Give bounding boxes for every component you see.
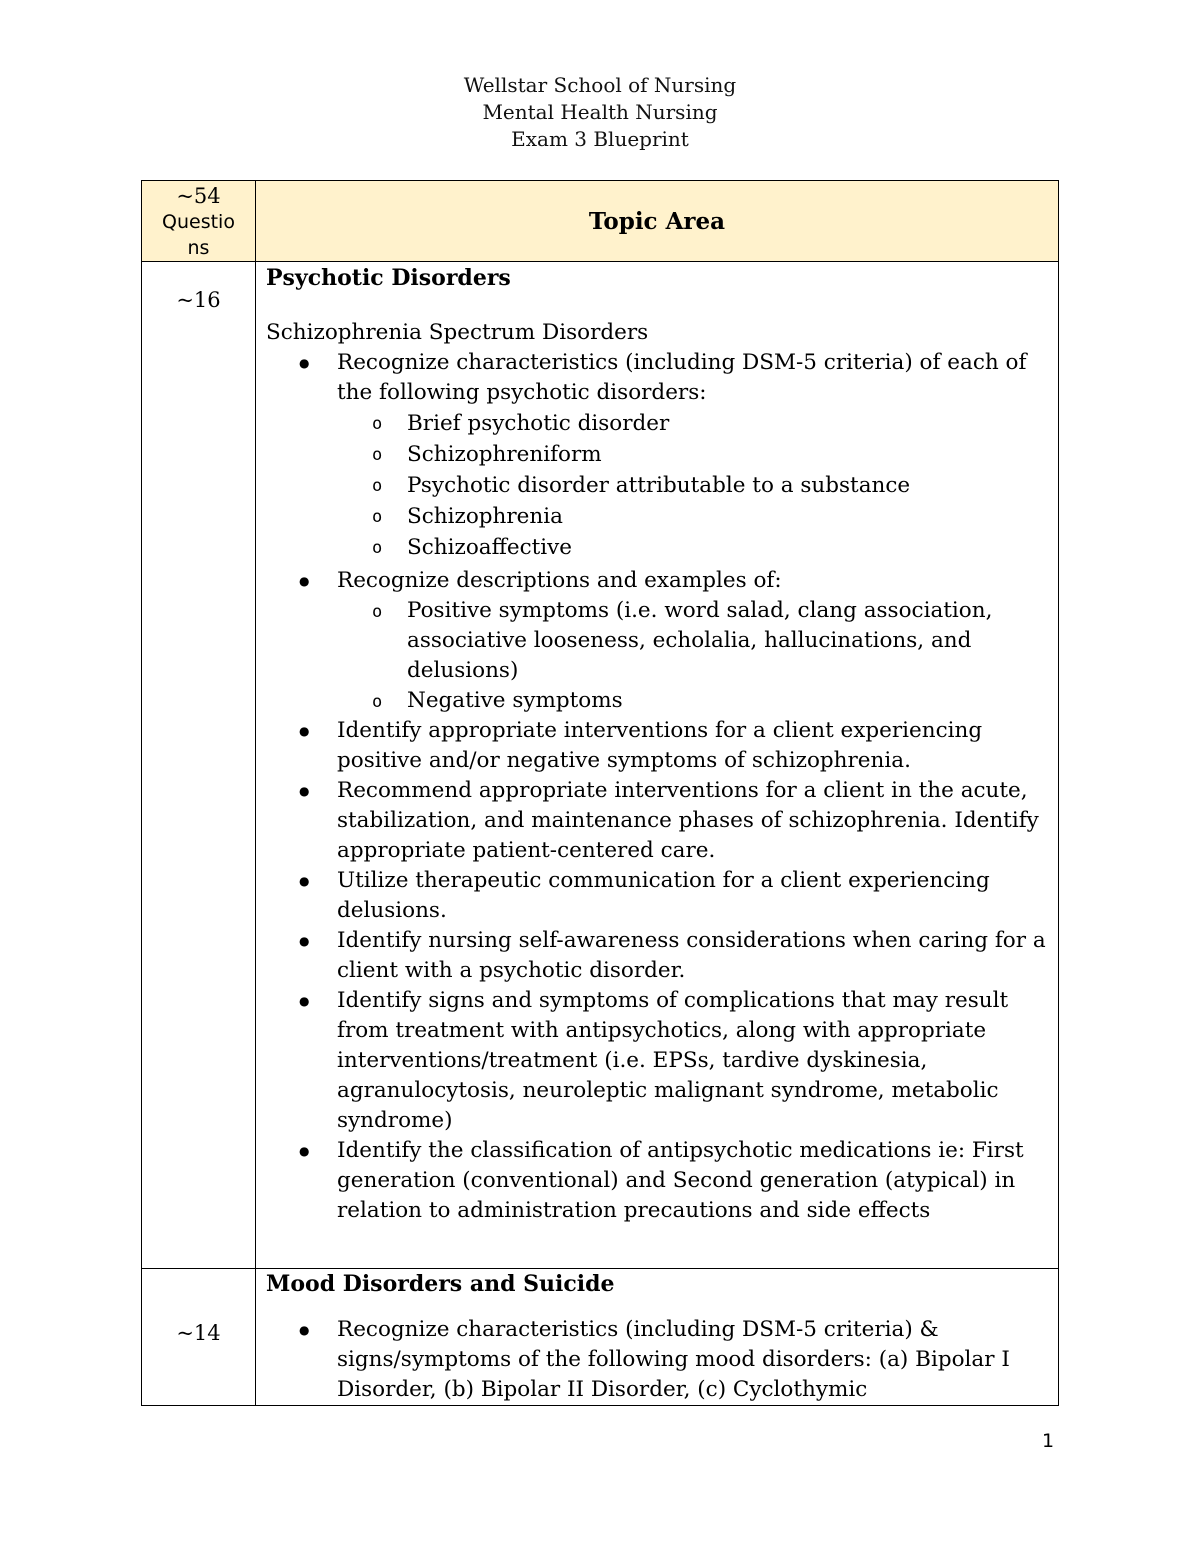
topic-cell (256, 262, 1059, 1269)
topic-cell (256, 1269, 1059, 1406)
questions-header-label-2: ns (187, 237, 210, 259)
sub-list-item: o Negative symptoms (407, 686, 1048, 716)
objective-list (266, 1315, 1048, 1405)
sub-list-item: o Psychotic disorder attributable to a substance (407, 470, 1048, 501)
page-number: 1 (1042, 1430, 1055, 1452)
objective-list (266, 348, 1048, 1226)
questions-header-cell (142, 181, 256, 262)
topic-area-header: Topic Area (256, 181, 1059, 262)
sub-list-item: o Schizophrenia (407, 501, 1048, 532)
list-item: ● Identify appropriate interventions for a client experiencing positive and/or negative symptoms of schizophrenia. (337, 716, 1048, 776)
school-name: Wellstar School of Nursing (463, 73, 737, 97)
sub-list-item: o Brief psychotic disorder (407, 408, 1048, 439)
list-item: ● Recommend appropriate interventions for a client in the acute, stabilization, and maintenance phases of schizophrenia. Identify appropriate patient-centered care. (337, 776, 1048, 866)
sub-list-item: o Schizophreniform (407, 439, 1048, 470)
course-name: Mental Health Nursing (482, 100, 718, 124)
question-count: ~14 (176, 1321, 221, 1345)
list-item: ● Identify nursing self-awareness considerations when caring for a client with a psychotic disorder. (337, 926, 1048, 986)
list-item: ● Identify signs and symptoms of complications that may result from treatment with antipsychotics, along with appropriate interventions/treatment (i.e. EPSs, tardive dyskinesia, agranulocytosis, neuroleptic malignant syndrome, metabolic syndrome) (337, 986, 1048, 1136)
table-header-row (142, 181, 1059, 262)
section-title: Psychotic Disorders (266, 265, 511, 291)
list-item (337, 348, 1048, 563)
list-item: ● Recognize characteristics (including DSM-5 criteria) & signs/symptoms of the following mood disorders: (a) Bipolar I Disorder, (b) Bipolar II Disorder, (c) Cyclothymic (337, 1315, 1048, 1405)
sub-list-item: o Positive symptoms (i.e. word salad, clang association, associative looseness, echolalia, hallucinations, and delusions) (407, 596, 1048, 686)
document-title: Exam 3 Blueprint (511, 127, 689, 151)
sub-list-item: o Schizoaffective (407, 532, 1048, 563)
table-row (142, 1269, 1059, 1406)
sub-list (337, 596, 1048, 716)
sub-list (337, 408, 1048, 563)
list-item: ● Identify the classification of antipsychotic medications ie: First generation (conventional) and Second generation (atypical) in relation to administration precautions and side effects (337, 1136, 1048, 1226)
objective-text: Recognize descriptions and examples of: (337, 568, 782, 593)
section-subtitle: Schizophrenia Spectrum Disorders (266, 320, 649, 345)
objective-text: Recognize characteristics (including DSM-5 criteria) of each of the following psychotic disorders: (337, 350, 1027, 405)
total-questions-count: ~54 (176, 184, 221, 208)
blueprint-table (141, 180, 1059, 1406)
questions-header-label-1: Questio (162, 211, 235, 233)
question-count-cell (142, 262, 256, 1269)
table-row (142, 262, 1059, 1269)
list-item: ● Utilize therapeutic communication for a client experiencing delusions. (337, 866, 1048, 926)
document-header (0, 72, 1200, 153)
question-count-cell (142, 1269, 256, 1406)
list-item (337, 566, 1048, 716)
question-count: ~16 (176, 288, 221, 312)
section-title: Mood Disorders and Suicide (266, 1271, 615, 1297)
